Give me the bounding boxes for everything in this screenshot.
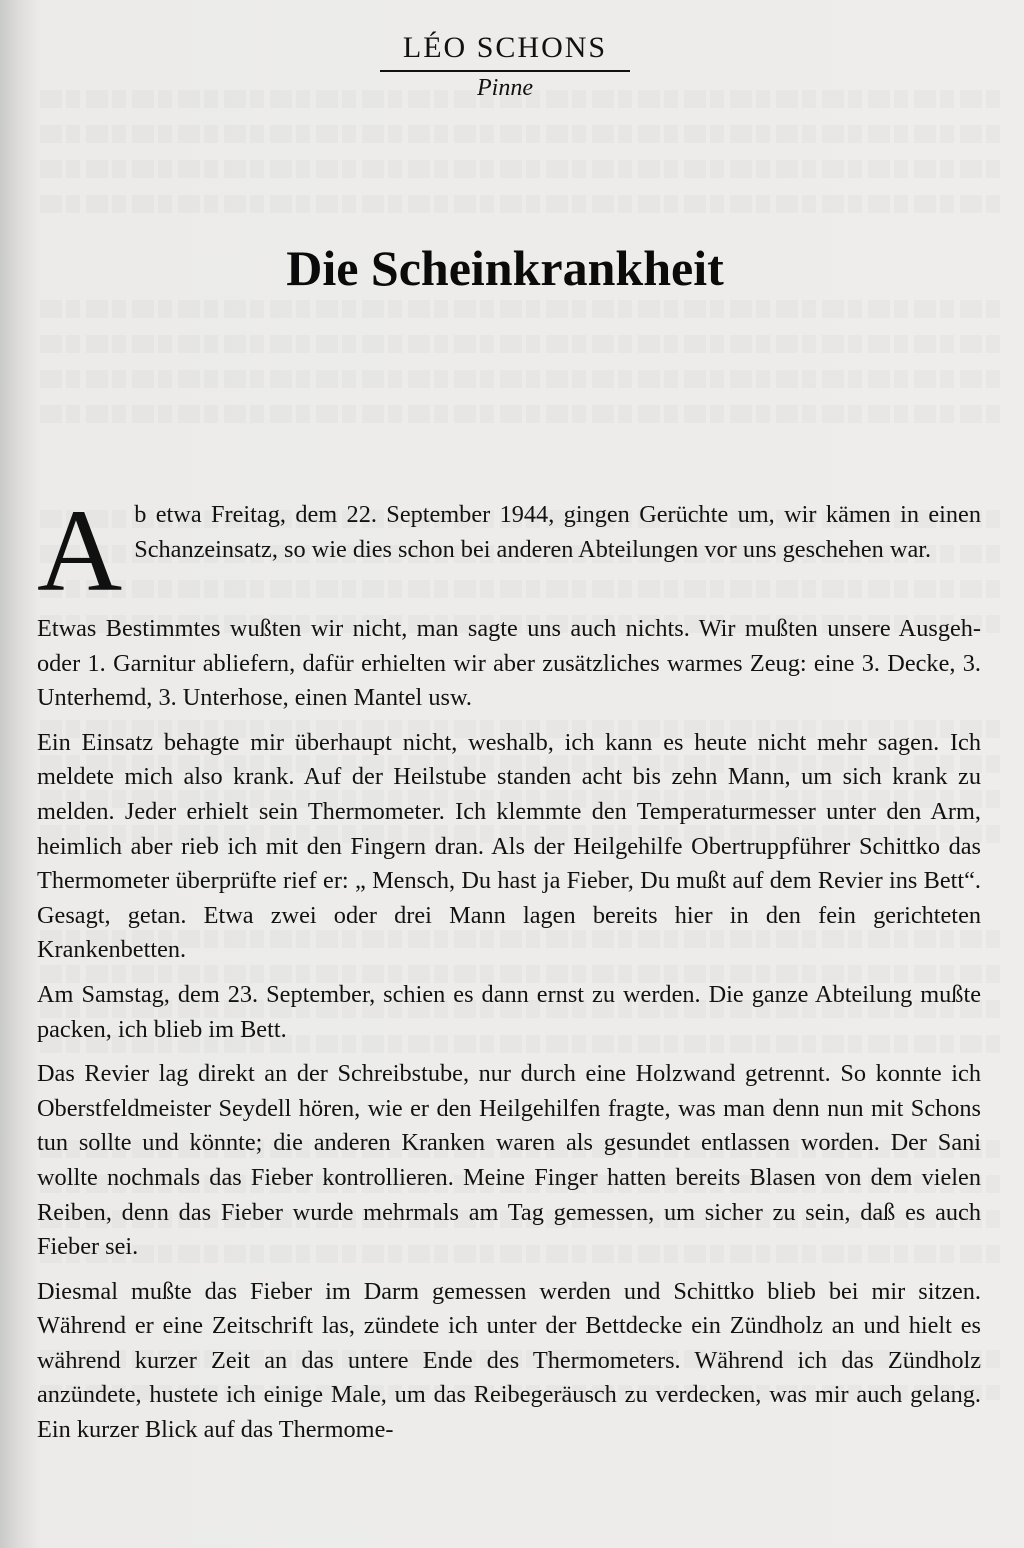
author-name: LÉO SCHONS	[402, 31, 608, 64]
header-rule	[380, 70, 630, 72]
running-header	[380, 30, 630, 102]
drop-cap: A	[37, 485, 123, 616]
paragraph-5: Das Revier lag direkt an der Schreibstube, nur durch eine Holzwand getrennt. So konnte ich Oberstfeldmeister Seydell hören, wie er den Heilgehilfen fragte, was man denn nun mit Schons tun sollte und könnte; die anderen Kranken waren als gesundet entlassen worden. Der Sani wollte nochmals das Fieber kontrollieren. Meine Finger hatten bereits Blasen von dem vielen Reiben, denn das Fieber wurde mehrmals am Tag gemessen, um sicher zu sein, daß es auch Fieber sei.	[37, 1060, 981, 1261]
paragraph-2: Etwas Bestimmtes wußten wir nicht, man sagte uns auch nichts. Wir mußten unsere Ausgeh- oder 1. Garnitur abliefern, dafür erhielten wir aber zusätzliches warmes Zeug: eine 3. Decke, 3. Unterhemd, 3. Unterhose, einen Mantel usw.	[37, 615, 981, 712]
book-subtitle: Pinne	[477, 75, 533, 101]
paragraph-6: Diesmal mußte das Fieber im Darm gemessen werden und Schittko blieb bei mir sitzen. Während er eine Zeitschrift las, zündete ich unter der Bettdecke ein Zündholz an und hielt es während kurzer Zeit an das untere Ende des Thermometers. Während ich das Zündholz anzündete, hustete ich einige Male, um das Reibegeräusch zu verdecken, was mir auch gelang. Ein kurzer Blick auf das Thermome-	[37, 1277, 981, 1444]
paragraph-1	[37, 485, 981, 616]
paragraph-4: Am Samstag, dem 23. September, schien es dann ernst zu werden. Die ganze Abteilung mußte packen, ich blieb im Bett.	[37, 980, 981, 1043]
paragraph-1-text: b etwa Freitag, dem 22. September 1944, gingen Gerüchte um, wir kämen in einen Schanzeinsatz, so wie dies schon bei anderen Abteilungen vor uns geschehen war.	[134, 501, 981, 563]
paragraph-3: Ein Einsatz behagte mir überhaupt nicht, weshalb, ich kann es heute nicht mehr sagen. Ich meldete mich also krank. Auf der Heilstube standen acht bis zehn Mann, um sich krank zu melden. Jeder erhielt sein Thermometer. Ich klemmte den Temperaturmesser unter den Arm, heimlich aber rieb ich mit den Fingern dran. Als der Heilgehilfe Obertruppführer Schittko das Thermometer überprüfte rief er: „ Mensch, Du hast ja Fieber, Du mußt auf dem Revier ins Bett“. Gesagt, getan. Etwa zwei oder drei Mann lagen bereits hier in den fein gerichteten Krankenbetten.	[37, 728, 981, 964]
body-text	[37, 485, 981, 1458]
chapter-title: Die Scheinkrankheit	[286, 240, 724, 296]
